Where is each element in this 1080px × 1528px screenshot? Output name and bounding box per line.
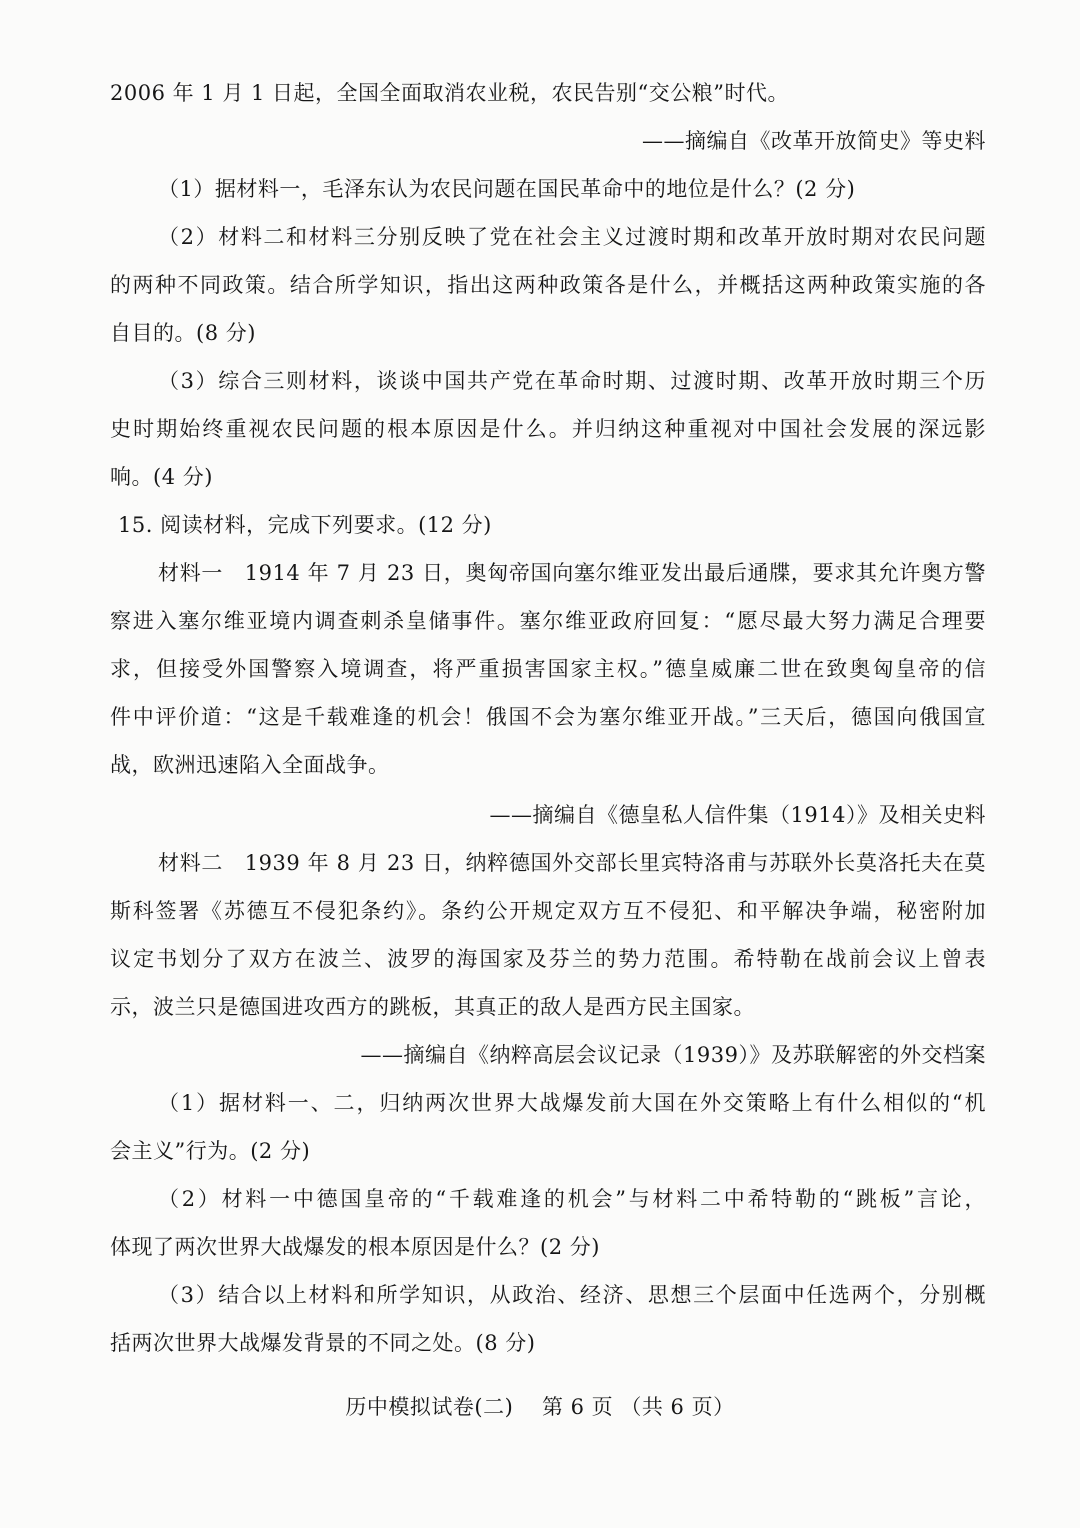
question-15-heading: 15. 阅读材料，完成下列要求。(12 分) [118, 513, 492, 537]
question-14-3-line: （3）综合三则材料，谈谈中国共产党在革命时期、过渡时期、改革开放时期三个历 [158, 369, 986, 393]
question-14-3-line: 史时期始终重视农民问题的根本原因是什么。并归纳这种重视对中国社会发展的深远影 [110, 417, 986, 441]
material-2-line: 斯科签署《苏德互不侵犯条约》。条约公开规定双方互不侵犯、和平解决争端，秘密附加 [110, 899, 986, 923]
page-footer: 历中模拟试卷(二) 第 6 页 （共 6 页） [345, 1395, 735, 1419]
material-2-line: 议定书划分了双方在波兰、波罗的海国家及芬兰的势力范围。希特勒在战前会议上曾表 [110, 947, 986, 971]
material-1-line: 战，欧洲迅速陷入全面战争。 [110, 753, 390, 777]
material-1-line: 件中评价道：“这是千载难逢的机会！俄国不会为塞尔维亚开战。”三天后，德国向俄国宣 [110, 705, 986, 729]
material-1-source: ——摘编自《德皇私人信件集（1914）》及相关史料 [489, 803, 986, 827]
question-15-2-line: （2）材料一中德国皇帝的“千载难逢的机会”与材料二中希特勒的“跳板”言论， [158, 1187, 986, 1211]
material-1-line: 材料一 1914 年 7 月 23 日，奥匈帝国向塞尔维亚发出最后通牒，要求其允许奥方警 [158, 561, 986, 585]
question-15-1-line: 会主义”行为。(2 分) [110, 1139, 311, 1163]
question-14-2-line: 的两种不同政策。结合所学知识，指出这两种政策各是什么，并概括这两种政策实施的各 [110, 273, 986, 297]
question-14-2-line: （2）材料二和材料三分别反映了党在社会主义过渡时期和改革开放时期对农民问题 [158, 225, 986, 249]
material-source: ——摘编自《改革开放简史》等史料 [642, 129, 986, 153]
material-2-source: ——摘编自《纳粹高层会议记录（1939）》及苏联解密的外交档案 [360, 1043, 986, 1067]
question-14-2-line: 自目的。(8 分) [110, 321, 256, 345]
question-14-1: （1）据材料一，毛泽东认为农民问题在国民革命中的地位是什么？(2 分) [158, 177, 856, 201]
question-15-2-line: 体现了两次世界大战爆发的根本原因是什么？(2 分) [110, 1235, 600, 1259]
material-2-line: 材料二 1939 年 8 月 23 日，纳粹德国外交部长里宾特洛甫与苏联外长莫洛托夫在莫 [158, 851, 986, 875]
material-1-line: 求，但接受外国警察入境调查，将严重损害国家主权。”德皇威廉二世在致奥匈皇帝的信 [110, 657, 986, 681]
question-15-1-line: （1）据材料一、二，归纳两次世界大战爆发前大国在外交策略上有什么相似的“机 [158, 1091, 986, 1115]
material-1-line: 察进入塞尔维亚境内调查刺杀皇储事件。塞尔维亚政府回复：“愿尽最大努力满足合理要 [110, 609, 986, 633]
question-15-3-line: （3）结合以上材料和所学知识，从政治、经济、思想三个层面中任选两个，分别概 [158, 1283, 986, 1307]
question-15-3-line: 括两次世界大战爆发背景的不同之处。(8 分) [110, 1331, 536, 1355]
material-text-line: 2006 年 1 月 1 日起，全国全面取消农业税，农民告别“交公粮”时代。 [110, 81, 790, 105]
material-2-line: 示，波兰只是德国进攻西方的跳板，其真正的敌人是西方民主国家。 [110, 995, 755, 1019]
question-14-3-line: 响。(4 分) [110, 465, 213, 489]
